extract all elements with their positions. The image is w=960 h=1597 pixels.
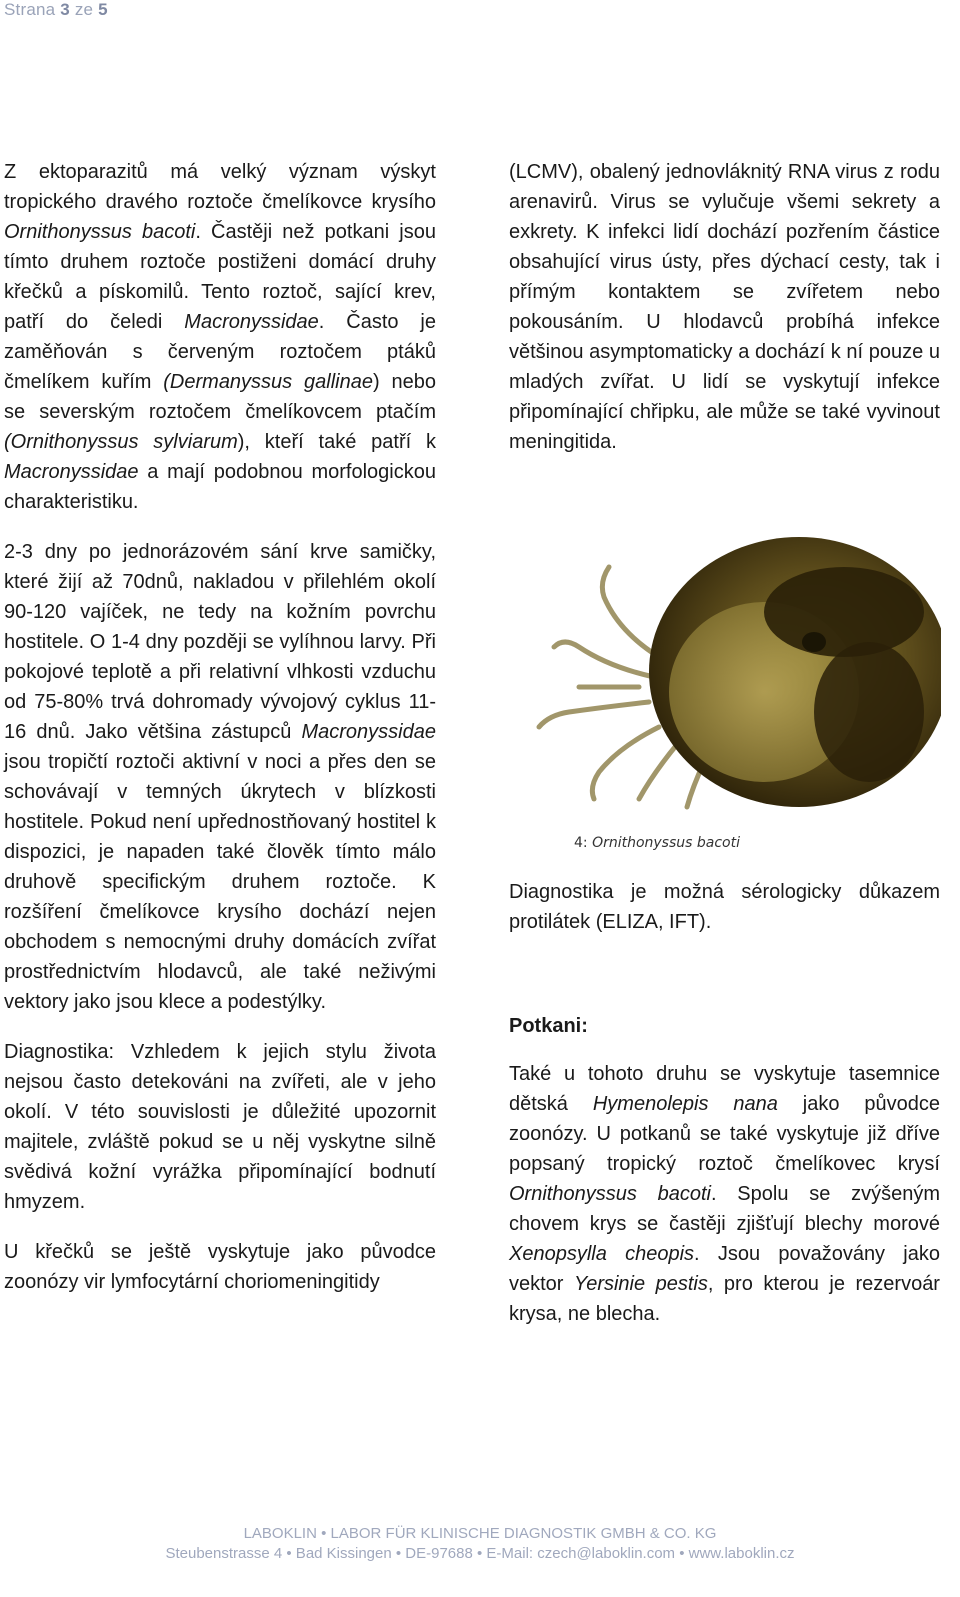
text-run: Také u tohoto druhu se vyskytuje tasemnice dětská: [509, 1063, 940, 1115]
right-column-top: [509, 157, 940, 457]
text-run: . Spolu se zvýšeným chovem krys se častěji zjišťují blechy morové: [509, 1183, 940, 1235]
text-run: Diagnostika je možná sérologicky důkazem protilátek (ELIZA, IFT).: [509, 881, 940, 933]
text-run: a mají podobnou morfologickou charakteristiku.: [4, 461, 436, 513]
italic-term: (Ornithonyssus sylviarum: [4, 431, 238, 453]
right-diagnostics: [509, 877, 940, 937]
paragraph-diagnostics: [4, 1037, 436, 1217]
right-rats: [509, 1059, 940, 1329]
italic-term: Ornithonyssus bacoti: [4, 221, 196, 243]
text-run: jako původce zoonózy. U potkanů se také vyskytuje již dříve popsaný tropický roztoč čmelíkovec krysí: [509, 1093, 940, 1175]
italic-term: Xenopsylla cheopis: [509, 1243, 695, 1265]
text-run: Z ektoparazitů má velký význam výskyt tropického dravého roztoče čmelíkovce krysího: [4, 161, 436, 213]
italic-term: Yersinie pestis: [573, 1273, 708, 1295]
text-run: . Častěji než potkani jsou tímto druhem roztoče postiženi domácí druhy křečků a pískomilů. Tento roztoč, sající krev, patří do čeledi: [4, 221, 436, 333]
paragraph-serology: [509, 877, 940, 937]
page-number: Strana 3 ze 5: [4, 0, 108, 19]
text-run: , pro kterou je rezervoár krysa, ne blecha.: [509, 1273, 940, 1325]
paragraph-hamsters-virus: [4, 1237, 436, 1297]
text-run: ) nebo se severským roztočem čmelíkovcem ptačím: [4, 371, 436, 423]
paragraph-lcmv: [509, 157, 940, 457]
italic-term: (Dermanyssus gallinae: [163, 371, 373, 393]
section-heading-rats: Potkani:: [509, 1015, 588, 1037]
text-run: ), kteří také patří k: [237, 431, 436, 453]
text-run: jsou tropičtí roztoči aktivní v noci a přes den se schovávají v temných úkrytech v blízkosti hostitele. Pokud není upřednostňovaný hostitel k dispozici, je napaden také člověk tímto málo druhově specifickým druhem roztoče. K rozšíření čmelíkovce krysího dochází nejen obchodem s nemocnými druhy domácích zvířat prostřednictvím hlodavců, ale také neživými vektory jako jsou klece a podestýlky.: [4, 751, 436, 1013]
text-run: U křečků se ještě vyskytuje jako původce zoonózy vir lymfocytární choriomeningitidy: [4, 1241, 436, 1293]
paragraph-rats: [509, 1059, 940, 1329]
italic-term: Macronyssidae: [4, 461, 139, 483]
italic-term: Macronyssidae: [184, 311, 319, 333]
text-run: 2-3 dny po jednorázovém sání krve samičky, které žijí až 70dnů, nakladou v přilehlém okolí 90-120 vajíček, ne tedy na kožním povrchu hostitele. O 1-4 dny později se vylíhnou larvy. Při pokojové teplotě a při relativní vlhkosti vzduchu od 75-80% trvá dohromady vývojový cyklus 11-16 dnů. Jako většina zástupců: [4, 541, 436, 743]
footer-address: Steubenstrasse 4 • Bad Kissingen • DE-97688 • E-Mail: czech@laboklin.com • www.laboklin.cz: [165, 1545, 795, 1562]
paragraph-ectoparasites: [4, 157, 436, 517]
text-run: Diagnostika: Vzhledem k jejich stylu života nejsou často detekováni na zvířeti, ale v jeho okolí. V této souvislosti je důležité upozornit majitele, zvláště pokud se u něj vyskytne silně svědivá kožní vyrážka připomínající bodnutí hmyzem.: [4, 1041, 436, 1213]
left-column: [4, 157, 436, 1297]
text-run: (LCMV), obalený jednovláknitý RNA virus z rodu arenavirů. Virus se vylučuje všemi sekrety a exkrety. K infekci lidí dochází pozřením částice obsahující virus ústy, přes dýchací cesty, tak i přímým kontaktem se zvířetem nebo pokousáním. U hlodavců probíhá infekce většinou asymptomaticky a dochází k ní pouze u mladých zvířat. U lidí se vyskytují infekce připomínající chřipku, ale může se také vyvinout meningitida.: [509, 161, 940, 453]
figure-caption: 4: Ornithonyssus bacoti: [573, 835, 740, 851]
italic-term: Hymenolepis nana: [592, 1093, 778, 1115]
footer-company: LABOKLIN • LABOR FÜR KLINISCHE DIAGNOSTIK GMBH & CO. KG: [243, 1525, 717, 1542]
text-run: . Jsou považovány jako vektor: [509, 1243, 940, 1295]
mite-photo: [509, 537, 941, 812]
italic-term: Ornithonyssus bacoti: [509, 1183, 711, 1205]
paragraph-life-cycle: [4, 537, 436, 1017]
text-run: . Často je zaměňován s červeným roztočem ptáků čmelíkem kuřím: [4, 311, 436, 393]
italic-term: Macronyssidae: [301, 721, 436, 743]
